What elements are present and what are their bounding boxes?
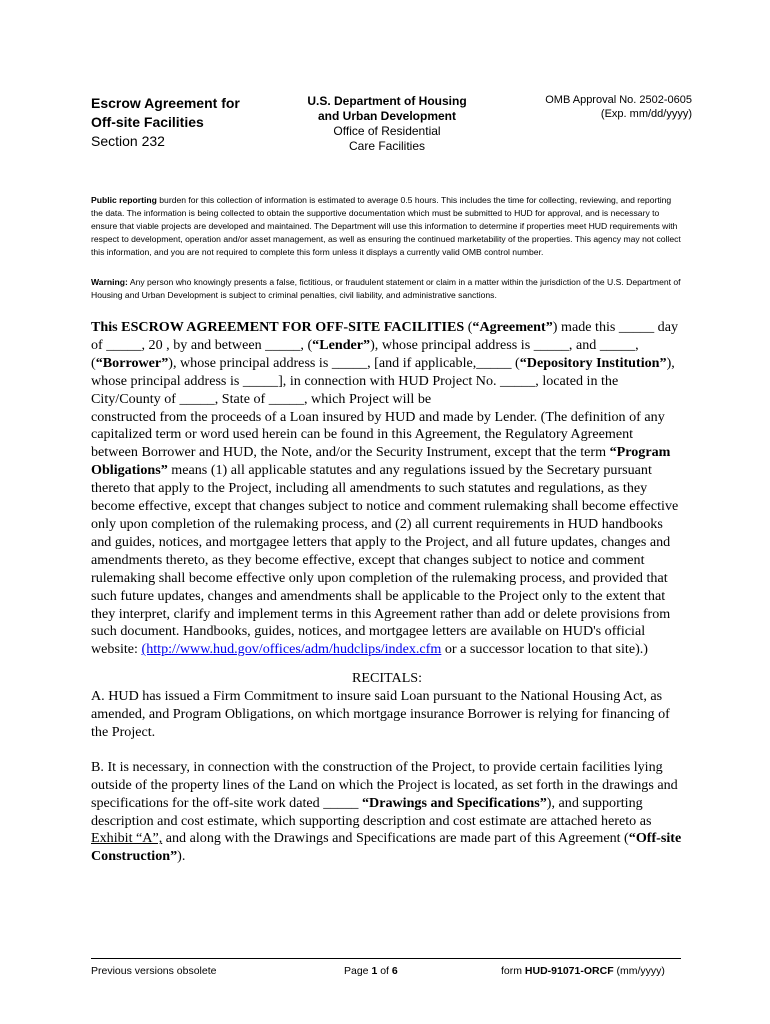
recitals-heading: RECITALS:: [351, 670, 423, 687]
text-run: ), whose principal address is _____, and _____, (: [91, 336, 639, 371]
form-prefix: form: [501, 965, 525, 977]
text-run: constructed from the proceeds of a Loan insured by HUD and made by Lender. (The definition of any capitalized term or word used herein can be found in this Agreement, the Regulatory Agreement between Borrower and HUD, the Note, and/or the Security Instrument, except that the term: [91, 408, 665, 461]
agency-line1: U.S. Department of Housing: [307, 94, 467, 108]
page-label: Page: [344, 965, 372, 977]
form-title-block: [91, 94, 291, 151]
public-reporting-notice: [91, 194, 681, 259]
recital-b: [91, 759, 683, 866]
warning-label: Warning:: [91, 277, 128, 287]
footer-divider: [91, 958, 681, 959]
agreement-body: [91, 319, 683, 866]
agreement-intro-paragraph: [91, 319, 683, 409]
form-title-line1: Escrow Agreement for: [91, 95, 240, 111]
form-section: Section 232: [91, 133, 165, 149]
footer-form-number: [501, 964, 665, 978]
office-line2: Care Facilities: [348, 139, 426, 153]
text-run: B. It is necessary, in connection with the construction of the Project, to provide certain facilities lying outside of the property lines of the Land on which the Project is located, as set forth in the drawings and specifications for the off-site work dated _____: [91, 758, 678, 811]
definitions-paragraph: [91, 409, 683, 660]
agreement-intro-title: This ESCROW AGREEMENT FOR OFF-SITE FACILITIES: [91, 319, 465, 335]
drawings-term: “Drawings and Specifications”: [361, 794, 547, 811]
office-line1: Office of Residential: [333, 124, 441, 138]
footer-page-number: [344, 964, 398, 978]
text-run: and along with the Drawings and Specifications are made part of this Agreement (: [162, 830, 629, 847]
form-title-line2: Off-site Facilities: [91, 114, 204, 130]
lender-term: “Lender”: [312, 336, 371, 353]
text-run: means (1) all applicable statutes and any regulations issued by the Secretary pursuant thereto that apply to the Project, including all amendments to such statutes and regulations, as they become effective, except that changes subject to notice and comment rulemaking shall become effective only upon completion of the rulemaking process, and (2) all current requirements in HUD handbooks and guides, notices, and mortgagee letters that apply to the Project, and all future updates, changes and amendments thereto, as they become effective, except that changes subject to notice and comment rulemaking shall become effective only upon completion of the rulemaking process, and provided that such future updates, changes and amendments shall be applicable to the Project only to the extent that they interpret, clarify and implement terms in this Agreement rather than add or delete provisions from such document. Handbooks, guides, notices, and mortgagee letters are available on HUD's official website:: [91, 462, 679, 658]
text-run: ), whose principal address is _____], in connection with HUD Project No. _____, located in the City/County of _____, State of _____, which Project will be: [91, 354, 675, 407]
text-run: ), whose principal address is _____, [and if applicable,_____ (: [168, 354, 520, 371]
text-run: or a successor location to that site).): [441, 641, 648, 658]
text-run: ), and supporting description and cost estimate, which supporting description and cost estimate are attached hereto as: [91, 794, 652, 829]
omb-expiration: (Exp. mm/dd/yyyy): [600, 108, 692, 120]
form-number: HUD-91071-ORCF: [524, 965, 614, 977]
recital-a: A. HUD has issued a Firm Commitment to insure said Loan pursuant to the National Housing Act, as amended, and Program Obligations, on which mortgage insurance Borrower is relying for financing of the Project.: [91, 688, 670, 740]
text-run: ).: [177, 848, 186, 865]
footer-previous-versions: Previous versions obsolete: [91, 965, 217, 977]
text-run: ) made this _____ day of _____, 20 , by and between _____, (: [91, 319, 679, 353]
page-total: 6: [391, 965, 398, 977]
page-of: of: [377, 965, 392, 977]
public-reporting-text: burden for this collection of information is estimated to average 0.5 hours. This includes the time for collecting, reviewing, and reporting the data. The information is being collected to obtain the supportive documentation which must be submitted to HUD for approval, and is necessary to ensure that viable projects are developed and maintained. The Department will use this information to determine if properties meet HUD requirements with respect to development, operation and/or asset management, as well as ensuring the continued marketability of the properties. This agency may not collect this information, and you are not required to complete this form unless it displays a currently valid OMB control number.: [91, 195, 681, 257]
borrower-term: “Borrower”: [95, 354, 169, 371]
warning-notice: [91, 276, 681, 302]
form-date: (mm/yyyy): [613, 965, 665, 977]
public-reporting-label: Public reporting: [91, 195, 157, 205]
hudclips-link[interactable]: (http://www.hud.gov/offices/adm/hudclips/index.cfm: [141, 641, 442, 658]
agency-line2: and Urban Development: [317, 109, 457, 123]
omb-approval: OMB Approval No. 2502-0605: [545, 94, 692, 106]
agency-block: [282, 94, 492, 154]
program-obligations-term: “Program Obligations”: [91, 444, 671, 479]
agreement-term: “Agreement”: [472, 319, 553, 335]
warning-text: Any person who knowingly presents a false, fictitious, or fraudulent statement or claim in a matter within the jurisdiction of the U.S. Department of Housing and Urban Development is subject to criminal penalties, civil liability, and administrative sanctions.: [91, 277, 681, 300]
exhibit-a-reference: Exhibit “A”,: [91, 830, 163, 847]
offsite-construction-term: “Off-site Construction”: [91, 830, 682, 865]
text-run: (: [464, 319, 473, 335]
page-current: 1: [371, 965, 378, 977]
omb-block: [520, 93, 692, 121]
depository-term: “Depository Institution”: [519, 354, 667, 371]
